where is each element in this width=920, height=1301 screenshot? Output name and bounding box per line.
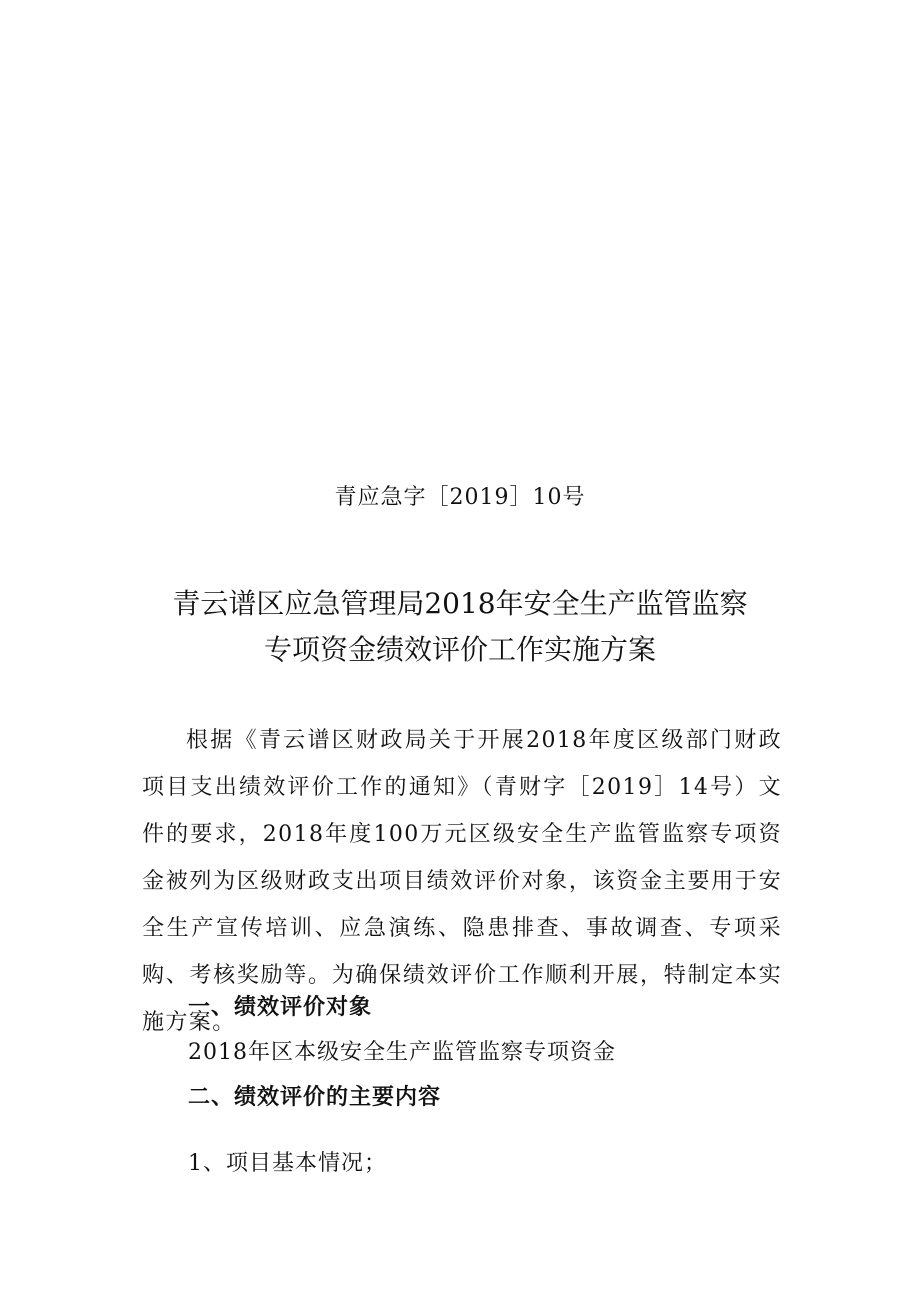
document-title-line-2: 专项资金绩效评价工作实施方案: [263, 633, 656, 666]
document-number: 青应急字［2019］10号: [334, 485, 586, 510]
section-heading-2: 二、绩效评价的主要内容: [188, 1084, 442, 1110]
document-title-line-1: 青云谱区应急管理局2018年安全生产监管监察: [172, 587, 748, 620]
section-heading-1: 一、绩效评价对象: [188, 994, 373, 1020]
intro-paragraph: 根据《青云谱区财政局关于开展2018年度区级部门财政项目支出绩效评价工作的通知》（青财字［2019］14号）文件的要求，2018年度100万元区级安全生产监管监察专项资金被列为区级财政支出项目绩效评价对象，该资金主要用于安全生产宣传培训、应急演练、隐患排查、事故调查、专项采购、考核奖励等。为确保绩效评价工作顺利开展，特制定本实施方案。: [142, 728, 782, 1035]
section-1-text: 2018年区本级安全生产监管监察专项资金: [188, 1040, 616, 1065]
list-item-1: 1、项目基本情况；: [188, 1151, 387, 1176]
